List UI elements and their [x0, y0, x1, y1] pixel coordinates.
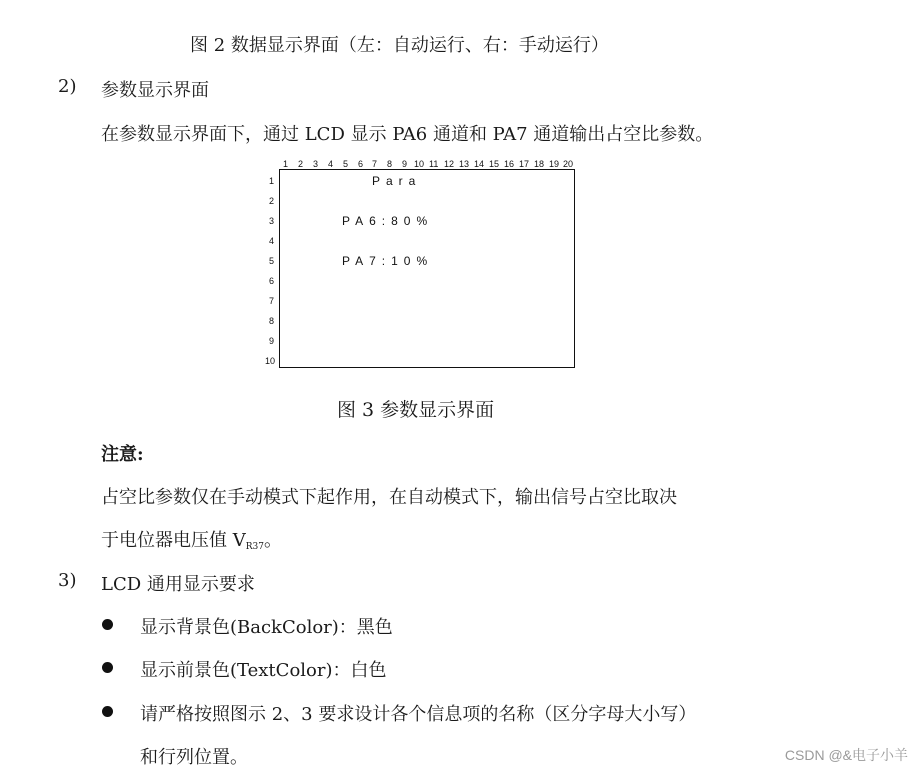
lcd-col-number: 12	[444, 159, 455, 169]
figure-2-caption: 图 2 数据显示界面（左：自动运行、右：手动运行）	[190, 35, 609, 56]
lcd-col-number: 6	[358, 159, 364, 169]
lcd-line-1: Para	[372, 174, 422, 188]
bullet-dot-icon	[102, 662, 113, 673]
lcd-col-number: 16	[504, 159, 515, 169]
lcd-col-number: 9	[402, 159, 408, 169]
lcd-col-number: 15	[489, 159, 500, 169]
lcd-col-number: 11	[429, 159, 439, 169]
lcd-screen-frame	[279, 169, 575, 368]
lcd-row-number: 3	[269, 216, 275, 226]
section-2-number: 2)	[58, 76, 77, 97]
lcd-row-number: 8	[269, 316, 275, 326]
note-line-2-text: 于电位器电压值 V	[101, 530, 246, 551]
bullet-dot-icon	[102, 619, 113, 630]
list-item: 显示前景色(TextColor)：白色	[140, 660, 387, 681]
note-line-1: 占空比参数仅在手动模式下起作用，在自动模式下，输出信号占空比取决	[101, 487, 677, 508]
lcd-col-number: 7	[372, 159, 378, 169]
note-subscript: R37	[245, 542, 264, 552]
lcd-col-number: 8	[387, 159, 393, 169]
lcd-row-number: 7	[269, 296, 275, 306]
list-item-continuation: 和行列位置。	[140, 747, 248, 768]
lcd-col-number: 14	[474, 159, 485, 169]
lcd-col-number: 19	[549, 159, 560, 169]
list-item: 请严格按照图示 2、3 要求设计各个信息项的名称（区分字母大小写）	[140, 704, 697, 725]
note-title: 注意:	[101, 444, 144, 465]
lcd-row-number: 2	[269, 196, 275, 206]
section-2-heading: 参数显示界面	[101, 80, 209, 101]
lcd-row-number: 9	[269, 336, 275, 346]
lcd-col-number: 13	[459, 159, 470, 169]
note-line-2	[101, 526, 282, 552]
lcd-col-number: 3	[313, 159, 319, 169]
lcd-row-number: 10	[265, 356, 276, 366]
figure-3-caption: 图 3 参数显示界面	[337, 399, 495, 421]
note-line-2-end: 。	[263, 530, 282, 551]
lcd-line-3: PA6:80%	[342, 214, 434, 228]
lcd-col-number: 2	[298, 159, 304, 169]
lcd-line-5: PA7:10%	[342, 254, 434, 268]
lcd-col-number: 18	[534, 159, 545, 169]
lcd-col-number: 4	[328, 159, 334, 169]
bullet-dot-icon	[102, 706, 113, 717]
list-item: 显示背景色(BackColor)：黑色	[140, 617, 393, 638]
lcd-row-number: 5	[269, 256, 275, 266]
lcd-row-number: 4	[269, 236, 275, 246]
watermark: CSDN @&电子小羊	[784, 747, 908, 763]
section-3-number: 3)	[58, 570, 77, 591]
lcd-row-number: 6	[269, 276, 275, 286]
lcd-col-number: 1	[283, 159, 289, 169]
lcd-col-number: 17	[519, 159, 530, 169]
section-3-heading: LCD 通用显示要求	[101, 574, 255, 595]
section-2-body: 在参数显示界面下，通过 LCD 显示 PA6 通道和 PA7 通道输出占空比参数。	[101, 124, 714, 145]
lcd-row-number: 1	[269, 176, 275, 186]
lcd-col-number: 5	[343, 159, 349, 169]
lcd-col-number: 10	[414, 159, 425, 169]
lcd-col-number: 20	[563, 159, 574, 169]
